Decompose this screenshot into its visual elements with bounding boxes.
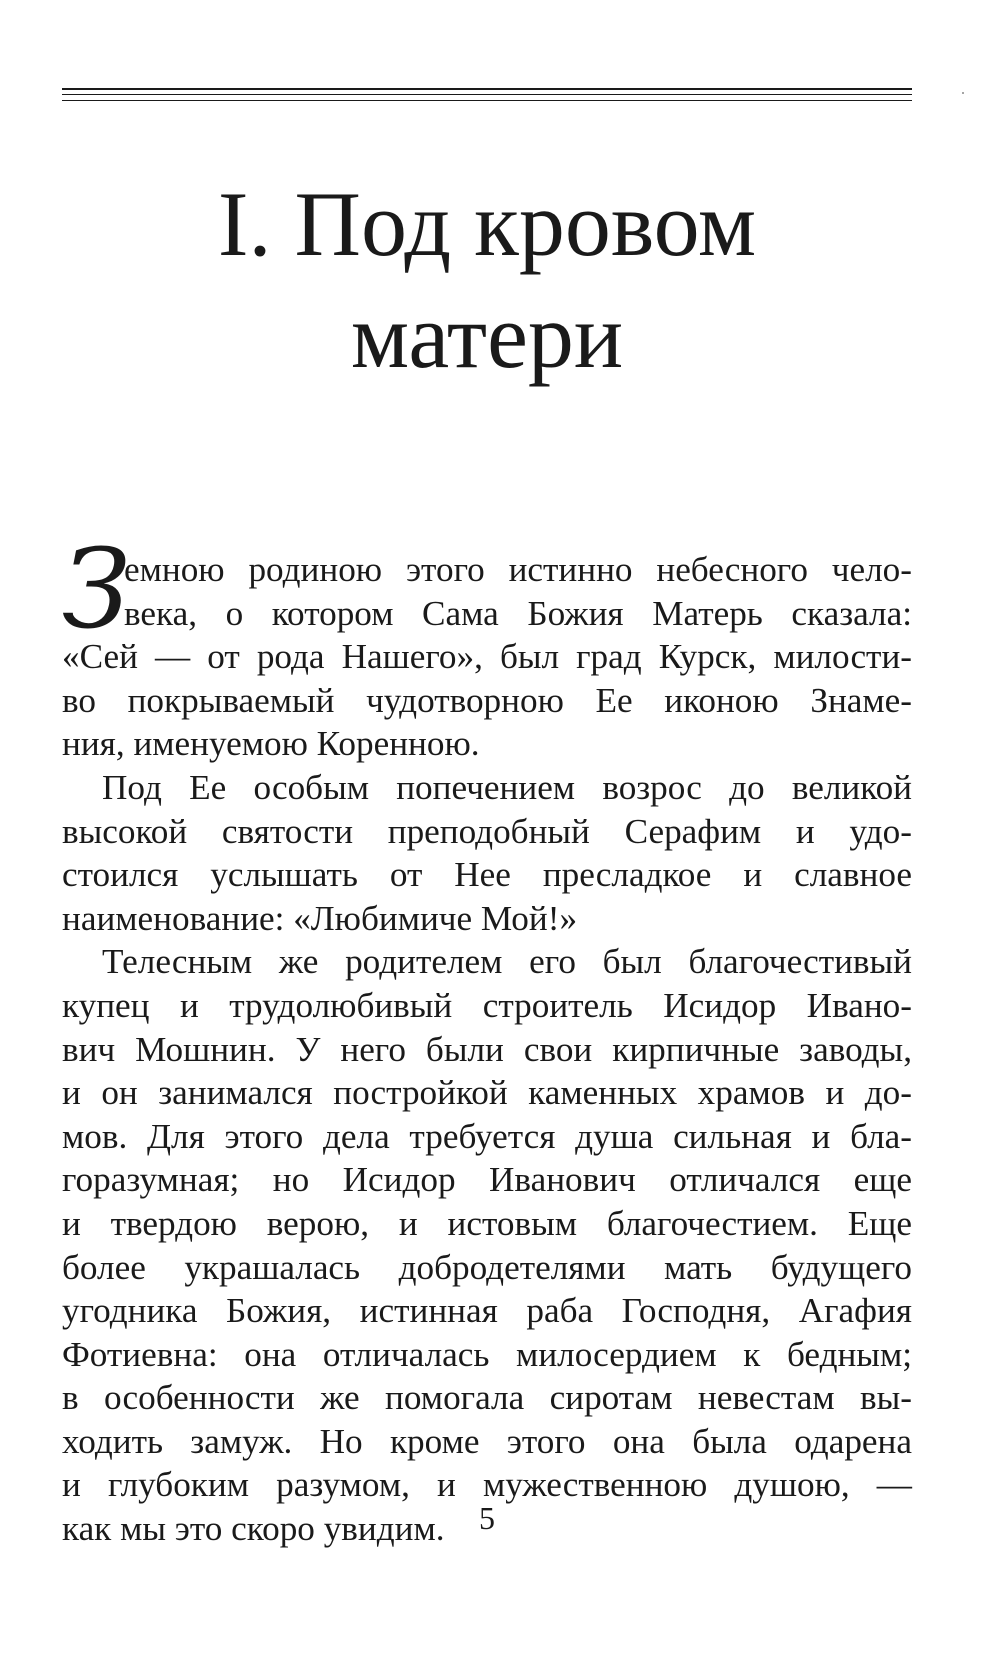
- text-line: мов. Для этого дела требуется душа сильная и бла-: [62, 1116, 912, 1156]
- paragraph-3: [62, 940, 912, 1550]
- paragraph-2: [62, 766, 912, 940]
- text-line: емною родиною этого истинно небесного чело-: [124, 550, 912, 589]
- header-rule-top: [62, 88, 912, 90]
- paragraph-1: [62, 525, 912, 766]
- text-line: более украшалась добродетелями мать будущего: [62, 1247, 912, 1287]
- text-line: ния, именуемою Коренною.: [62, 724, 480, 764]
- text-line: угодника Божия, истинная раба Господня, Агафия: [62, 1291, 912, 1331]
- text-line: во покрываемый чудотворною Ее иконою Знаме-: [62, 680, 912, 720]
- body-text: [62, 525, 912, 1551]
- text-line: купец и трудолюбивый строитель Исидор Ивано-: [62, 985, 912, 1025]
- text-line: и он занимался постройкой каменных храмов и до-: [62, 1073, 912, 1113]
- header-rule-bottom: [62, 100, 912, 101]
- text-line: стоился услышать от Нее пресладкое и славное: [62, 855, 912, 895]
- text-line: Телесным же родителем его был благочестивый: [102, 942, 912, 982]
- speck: [962, 92, 964, 94]
- text-line: наименование: «Любимиче Мой!»: [62, 898, 578, 938]
- chapter-title-line-1: I. Под кровом: [217, 173, 757, 275]
- text-line: вич Мошнин. У него были свои кирпичные заводы,: [62, 1029, 912, 1069]
- text-line: высокой святости преподобный Серафим и удо-: [62, 811, 912, 851]
- header-rule-middle: [62, 94, 912, 95]
- text-line: и твердою верою, и истовым благочестием. Еще: [62, 1203, 912, 1243]
- chapter-title: [62, 168, 912, 392]
- text-line: в особенности же помогала сиротам невестам вы-: [62, 1378, 912, 1418]
- page-number: 5: [479, 1500, 495, 1536]
- text-line: Фотиевна: она отличалась милосердием к бедным;: [62, 1334, 912, 1374]
- drop-cap: З: [62, 525, 131, 653]
- text-line: горазумная; но Исидор Иванович отличался еще: [62, 1160, 912, 1200]
- text-line: и глубоким разумом, и мужественною душою, —: [62, 1465, 912, 1505]
- text-line: века, о котором Сама Божия Матерь сказала:: [124, 593, 912, 633]
- text-line: «Сей — от рода Нашего», был град Курск, милости-: [62, 637, 912, 677]
- text-line: ходить замуж. Но кроме этого она была одарена: [62, 1421, 912, 1461]
- text-line: Под Ее особым попечением возрос до великой: [102, 767, 912, 807]
- text-line: как мы это скоро увидим.: [62, 1509, 445, 1549]
- chapter-title-line-2: матери: [350, 285, 624, 387]
